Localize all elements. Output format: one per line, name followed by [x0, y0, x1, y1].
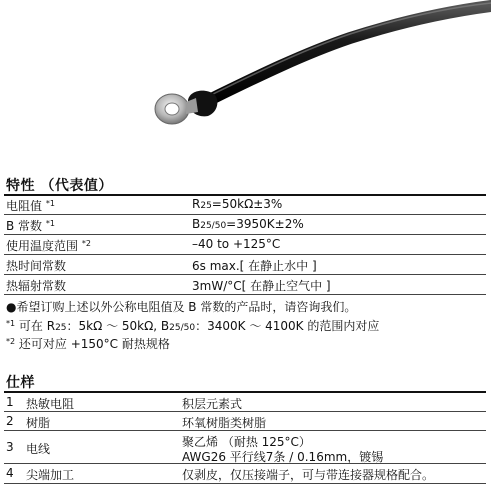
table-row: [4, 235, 486, 253]
row-label: 热辐射常数: [6, 279, 67, 293]
footnote-mark: *1: [45, 199, 55, 208]
table-row: [4, 464, 486, 482]
row-label: 电阻值: [6, 199, 43, 213]
row-description-line2: AWG26 平行线7条 / 0.16mm，镀锡: [182, 450, 384, 464]
footnote-mark: *2: [6, 337, 16, 346]
table-row: [4, 215, 486, 233]
divider: [4, 483, 486, 484]
characteristics-heading: 特性 （代表值）: [6, 178, 113, 194]
row-value: =3950K±2%: [226, 217, 304, 231]
row-value: 6s max.[ 在静止水中 ]: [192, 259, 317, 273]
specification-heading: 仕样: [6, 375, 35, 391]
row-value: –40 to +125°C: [192, 237, 281, 251]
table-row: [4, 431, 486, 463]
row-description: 积层元素式: [182, 397, 243, 411]
table-row: [4, 393, 486, 411]
row-description: 仅剥皮，仅压接端子，可与带连接器规格配合。: [182, 468, 435, 482]
row-value: 3mW/°C[ 在静止空气中 ]: [192, 279, 331, 293]
row-label: 热时间常数: [6, 259, 67, 273]
row-value-sub: 25/50: [200, 221, 227, 231]
product-photo: [0, 0, 491, 170]
divider: [4, 294, 486, 295]
footnote-mark: *1: [6, 319, 16, 328]
row-number: 1: [6, 395, 14, 409]
row-description: 环氧树脂类树脂: [182, 416, 267, 430]
row-number: 3: [6, 440, 14, 454]
row-number: 4: [6, 466, 14, 480]
table-row: [4, 255, 486, 273]
row-item: 尖端加工: [26, 468, 75, 482]
footnote-1: $^{*1}$ 可在 R25：5kΩ ～ 50kΩ, B25/50：3400K ～ 4100K 的范围内对应: [6, 319, 380, 333]
order-note: ●希望订购上述以外公称电阻值及 B 常数的产品时，请咨询我们。: [6, 300, 357, 314]
row-value-prefix: R: [192, 197, 201, 211]
row-item: 电线: [26, 442, 51, 456]
row-value-prefix: B: [192, 217, 201, 231]
table-row: [4, 275, 486, 293]
row-label: 使用温度范围: [6, 239, 79, 253]
footnote-mark: *1: [45, 219, 55, 228]
row-item: 树脂: [26, 416, 51, 430]
row-number: 2: [6, 414, 14, 428]
row-description: 聚乙烯 （耐热 125°C）: [182, 435, 311, 449]
table-row: [4, 195, 486, 213]
row-label: B 常数: [6, 219, 43, 233]
table-row: [4, 412, 486, 430]
footnote-2: $^{*2}$ 还可对应 +150°C 耐热规格: [6, 337, 170, 351]
row-value-sub: 25: [200, 201, 212, 211]
cable-wire: [205, 6, 491, 102]
row-value: =50kΩ±3%: [211, 197, 283, 211]
row-item: 热敏电阻: [26, 397, 75, 411]
footnote-mark: *2: [81, 239, 91, 248]
